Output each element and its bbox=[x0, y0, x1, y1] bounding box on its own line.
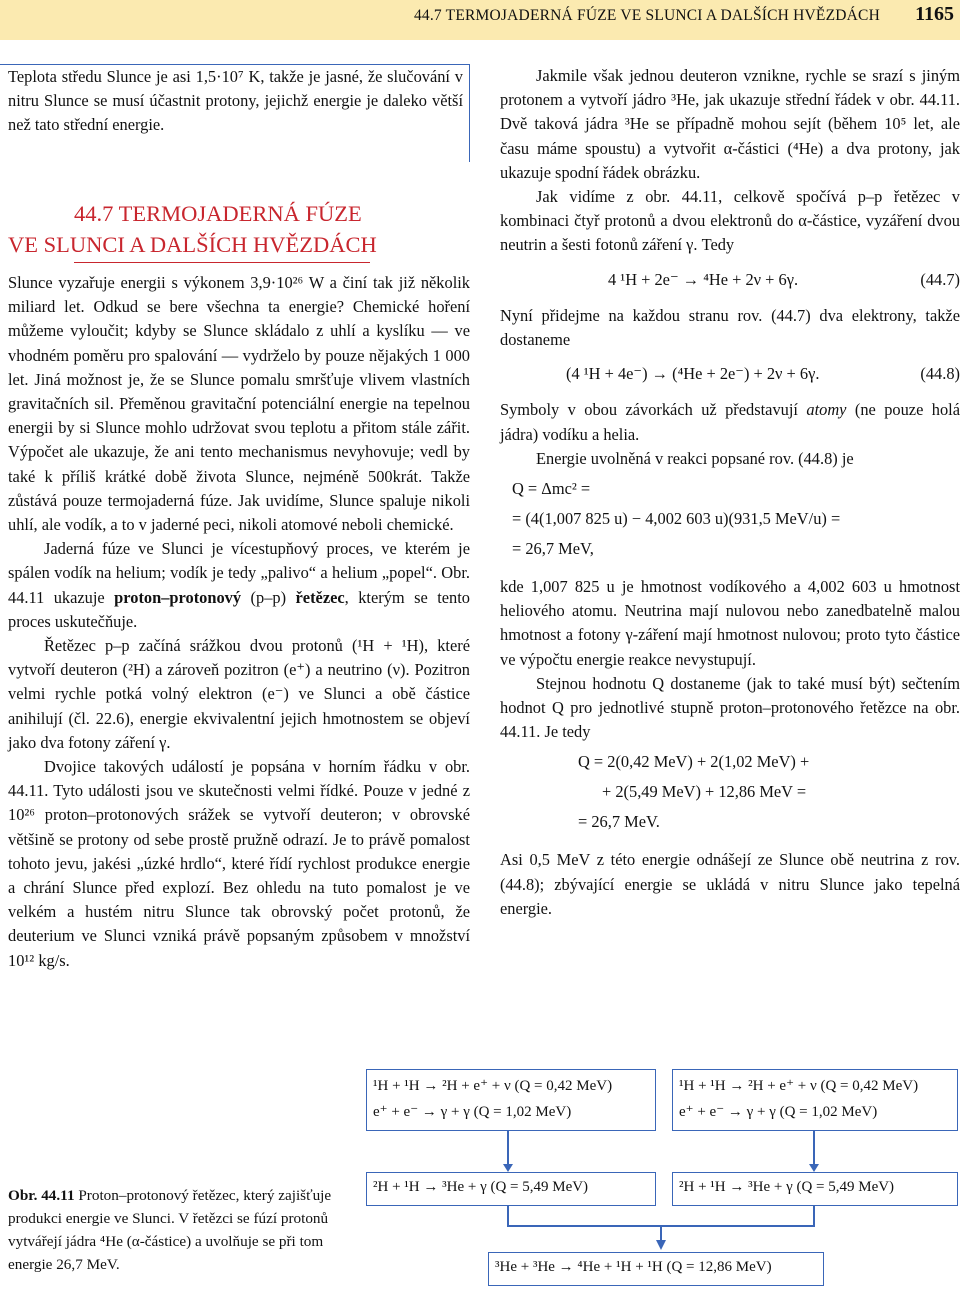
reaction-text: ¹H + ¹H → ²H + e⁺ + ν (Q = 0,42 MeV) bbox=[373, 1078, 613, 1094]
paragraph: Symboly v obou závorkách už představují atomy (ne pouze holá jádra) vodíku a helia. bbox=[500, 400, 960, 444]
reaction-box-row3 bbox=[488, 1252, 824, 1286]
section-title-line1: TERMOJADERNÁ FÚZE bbox=[118, 201, 362, 226]
paragraph: Stejnou hodnotu Q dostaneme (jak to také musí být) sečtením hodnot Q pro jednotlivé stupně proton–protonového řetězce na obr. 44.11. Je tedy bbox=[500, 673, 960, 742]
paragraph: Asi 0,5 MeV z této energie odnášejí ze Slunce obě neutrina z rov. (44.8); zbývající energie se ukládá v nitru Slunce jako tepelná energie. bbox=[500, 850, 960, 918]
running-title: 44.7 TERMOJADERNÁ FÚZE VE SLUNCI A DALŠÍCH HVĚZDÁCH bbox=[413, 7, 880, 24]
equation-body: (4 ¹H + 4e⁻) → (⁴He + 2e⁻) + 2ν + 6γ. bbox=[566, 364, 820, 384]
paragraph: Řetězec p–p začíná srážkou dvou protonů (¹H + ¹H), které vytvoří deuteron (²H) a zároveň pozitron (e⁺) a neutrino (ν). Pozitron velmi rychle potká volný elektron (e⁻) ve Slunci a obě částice anihilují (čl. 22.6), energie ekvivalentní jejich hmotnostem se objeví jako dva fotony záření γ. bbox=[8, 636, 470, 752]
paragraph: Jak vidíme z obr. 44.11, celkově spočívá p–p řetězec v kombinaci čtyř protonů a dvou elektronů do α-částice, vyzáření dvou neutrin a šesti fotonů záření γ. Tedy bbox=[500, 187, 960, 255]
section-title-line2: VE SLUNCI A DALŠÍCH HVĚZDÁCH bbox=[8, 232, 377, 257]
reaction-text: e⁺ + e⁻ → γ + γ (Q = 1,02 MeV) bbox=[679, 1104, 878, 1120]
paragraph: Slunce vyzařuje energii s výkonem 3,9·10²⁶ W a činí tak již několik miliard let. Odkud se bere všechna ta energie? Chemické hoření můžeme vyloučit; kdyby se Slunce skládalo z uhlí a kyslíku — ve vhodném poměru pro spalování — vydrželo by pouze nějakých 1 000 let. Jiná možnost je, že se Slunce pomalu smršťuje vlivem vlastních gravitačních sil. Přeměnou gravitační potenciální energie na tepelnou energii by si Slunce mohlo udržovat svou teplotu a přitom stále zářit. Výpočet ale ukazuje, že ani tento mechanismus nevyhovuje; vedl by také k příliš krátké době života Slunce, nejméně 500krát. Takže zůstává pouze termojaderná fúze. Jak uvidíme, Slunce spaluje nikoli uhlí, ale vodík, a to v jaderné peci, nikoli atomové neboli chemické. bbox=[8, 273, 470, 535]
reaction-text: e⁺ + e⁻ → γ + γ (Q = 1,02 MeV) bbox=[373, 1104, 572, 1120]
sum-line: = 26,7 MeV. bbox=[578, 812, 660, 832]
equation-number: (44.8) bbox=[920, 364, 960, 384]
term-italic: atomy bbox=[806, 400, 847, 420]
paragraph: Jakmile však jednou deuteron vznikne, rychle se srazí s jiným protonem a vytvoří jádro ³He, jak ukazuje střední řádek v obr. 44.11. Dvě taková jádra ³He se případně mohou sejít (během 10⁵ let, ale času máme spoustu) a vytvořit α-částici (⁴He) a dva protony, jak ukazuje spodní řádek obrázku. bbox=[500, 66, 960, 182]
paragraph: Nyní přidejme na každou stranu rov. (44.7) dva elektrony, takže dostaneme bbox=[500, 305, 960, 350]
paragraph: kde 1,007 825 u je hmotnost vodíkového a 4,002 603 u hmotnost heliového atomu. Neutrina mají nulovou nebo zanedbatelně malou hmotnost a fotony γ-záření mají hmotnost nulovou; proto tyto částice ve výpočtu energie reakce nevystupují. bbox=[500, 577, 960, 669]
equation-number: (44.7) bbox=[920, 269, 960, 289]
caption-text: Proton–protonový řetězec, který zajišťuje produkci energie ve Slunci. V řetězci se fúzí protonů vytvářejí jádra ⁴He (α-částice) a uvolňuje se při tom energie 26,7 MeV. bbox=[8, 1187, 332, 1273]
term-bold: proton–protonový bbox=[114, 587, 242, 607]
section-number: 44.7 bbox=[74, 201, 114, 226]
term-bold: řetězec bbox=[295, 587, 345, 607]
paragraph: Dvojice takových událostí je popsána v horním řádku v obr. 44.11. Tyto události jsou ve skutečnosti velmi řídké. Pouze v jedné z 10²⁶ proton–protonových srážek se vytvoří deuteron; v obrovské většině se protony od sebe prostě pružně odrazí. Je to právě pomalost tohoto jevu, jakési „úzké hrdlo“, které řídí rychlost produkce energie a chrání Slunce před explozí. Bez ohledu na tuto pomalost je ve velkém a hustém nitru Slunce tak obrovský počet protonů, že deuterium ve Slunci vzniká právě popsaným způsobem v množství 10¹² kg/s. bbox=[8, 757, 470, 970]
reaction-text: ²H + ¹H → ³He + γ (Q = 5,49 MeV) bbox=[679, 1179, 895, 1195]
reaction-text: ³He + ³He → ⁴He + ¹H + ¹H (Q = 12,86 MeV) bbox=[495, 1259, 772, 1275]
reaction-text: ¹H + ¹H → ²H + e⁺ + ν (Q = 0,42 MeV) bbox=[679, 1078, 919, 1094]
sum-line: + 2(5,49 MeV) + 12,86 MeV = bbox=[602, 782, 807, 802]
note-text: Teplota středu Slunce je asi 1,5·10⁷ K, takže je jasné, že slučování v nitru Slunce se musí účastnit protony, jejichž energie je daleko větší než tato střední energie. bbox=[8, 67, 463, 135]
derivation-line: = 26,7 MeV, bbox=[512, 539, 594, 559]
paragraph: Jaderná fúze ve Slunci je vícestupňový proces, ve kterém je spálen vodík na helium; vodík je tedy „palivo“ a helium „popel“. Obr. 44.11 ukazuje proton–protonový (p–p) řetězec, kterým se tento proces uskutečňuje. bbox=[8, 539, 470, 631]
page-number: 1165 bbox=[915, 3, 954, 25]
figure-caption bbox=[8, 1184, 353, 1276]
derivation-line: Q = Δmc² = bbox=[512, 479, 591, 499]
reaction-text: ²H + ¹H → ³He + γ (Q = 5,49 MeV) bbox=[373, 1179, 589, 1195]
derivation-line: = (4(1,007 825 u) − 4,002 603 u)(931,5 MeV/u) = bbox=[512, 509, 841, 529]
equation-body: 4 ¹H + 2e⁻ → ⁴He + 2ν + 6γ. bbox=[608, 269, 799, 289]
paragraph: Energie uvolněná v reakci popsané rov. (44.8) je bbox=[536, 448, 854, 468]
sum-line: Q = 2(0,42 MeV) + 2(1,02 MeV) + bbox=[578, 752, 810, 772]
caption-label: Obr. 44.11 bbox=[8, 1187, 75, 1204]
